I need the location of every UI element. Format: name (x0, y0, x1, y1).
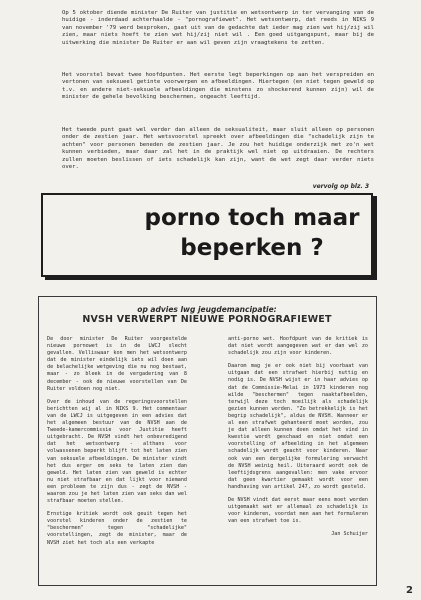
article-paragraph: Daarom mag je er ook niet bij voorbaat van uitgaan dat een strafwet hierbij nuttig en nodig is. De NVSH wijst er in haar advies op dat de Commissie-Melai in 1973 kinderen nog wilde "beschermen" tegen naaktafbeelden, terwijl deze toch moeilijk als schadelijk gezien kunnen worden. "Zo betrekkelijk is het begrip schadelijk", aldus de NVSH. Wanneer er al een strafwet gehanteerd moet worden, zou je dat alleen kunnen doen omdat het vind in kwestie wordt geschaad en niet omdat een voorstelling of afbeelding in het algemeen schadelijk wordt geacht voor kinderen. Naar ook van een dergelijke formulering verwacht de NVSH weinig heil. Uiteraard wordt ook de leeftijdsgrens aangevallen: men vake ervoor dat geen kwartier gemaakt wordt voor een handhaving van artikel 247, zo wordt gesteld. (228, 363, 368, 490)
article-kicker: op advies lwg jeugdemancipatie: (137, 305, 277, 314)
intro-paragraph-1: Op 5 oktober diende minister De Ruiter van justitie en wetsontwerp in ter vervanging van de huidige - inderdaad achterhaalde - "pornografiewet". Het wetsontwerp, dat reeds in NIKS 9 van november '79 werd besproken, gaat uit van de gedachte dat ieder mag zien wat hij/zij wil zien, maar niets hoeft te zien wat hij/zij niet wil . Een goed uitgangspunt, maar bij de uitwerking die minister De Ruiter er aan wil geven zijn vraagtekens te zetten. (62, 10, 374, 46)
article-paragraph: Ernstige kritiek wordt ook geuit tegen het voorstel kinderen onder de zestien te "beschermen" tegen "schadelijke" voorstellingen, zegt de minister, maar de NVSH ziet het toch als een verkapte (47, 511, 187, 546)
article-paragraph: anti-porno wet. Hoofdpunt van de kritiek is dat niet wordt aangegeven wat er dan wel zo schadelijk zou zijn voor kinderen. (228, 336, 368, 357)
article-column-right (228, 336, 368, 544)
article-paragraph: De door minister De Ruiter voorgestelde nieuwe pornowet is in de LWCJ slecht gevallen. Velliswaar kon men het wetsontwerp dat de minister eindelijk iets wil doen aan de belachelijke wetgeving die nu nog bestaat, maar - zo bleek in de vergadering van 8 december - ook de nieuwe voorstellen van De Ruiter voldoen nog niet. (47, 336, 187, 392)
article-column-left (47, 336, 187, 553)
headline-line-1: porno toch maar (144, 205, 360, 231)
intro-paragraph-2: Het voorstel bevat twee hoofdpunten. Het eerste legt beperkingen op aan het verspreiden en vertonen van seksueel getinte voorwerpen en afbeeldingen. Hiertegen (en niet tegen geweld op t.v. en andere niet-seksuele afbeeldingen die minstens zo shockerend kunnen zijn) wil de minister de gehele bevolking beschermen, ongeacht leeftijd. (62, 72, 374, 101)
headline-line-2: beperken ? (180, 235, 324, 261)
article-author: Jan Schuijer (331, 531, 368, 538)
page-number: 2 (406, 585, 413, 596)
continued-note: vervolg op blz. 3 (312, 183, 369, 190)
intro-paragraph-3: Het tweede punt gaat wel verder dan alleen de seksualiteit, maar sluit alleen op personen onder de zestien jaar. Het wetsvoorstel spreekt over afbeeldingen die "schadelijk zijn te achten" voor personen beneden de zestien jaar. Je zou het huidige onderzijk met zo'n wet kunnen verbieden, maar daar zal het in de praktijk wel niet op uitdraaien. De rechters zullen moeten beslissen of iets schadelijk kan zijn, want de wet zegt daar verder niets over. (62, 127, 374, 171)
article-paragraph: Over de inhoud van de regeringsvoorstellen berichtten wij al in NIKS 9. Het commentaar van de LWCJ is uitgegeven in een advies dat het algemeen bestuur van de NVSH aan de Tweede-kamercommissie voor Justitie heeft uitgebracht. De NVSH vindt het onbevredigend dat het wetsontwerp - althans voor volwassenen beperkt blijft tot het laten zien van seksuele afbeeldingen. De minister vindt het dus erger om seks te laten zien dan geweld. Het laten zien van geweld is echter nu niet strafbaar en dat lijkt voor niemand een probleem te zijn dus - zegt de NVSH - waarom zou je het laten zien van seks dan wel strafbaar moeten stellen. (47, 398, 187, 505)
article-paragraph: De NVSH vindt dat eerst maar eens moet worden uitgemaakt wat er allemaal zo schadelijk is voor kinderen, voordat men aan het formuleren van een strafwet toe is. (228, 496, 368, 525)
article-title: NVSH VERWERPT NIEUWE PORNOGRAFIEWET (82, 314, 332, 325)
headline (132, 203, 372, 263)
